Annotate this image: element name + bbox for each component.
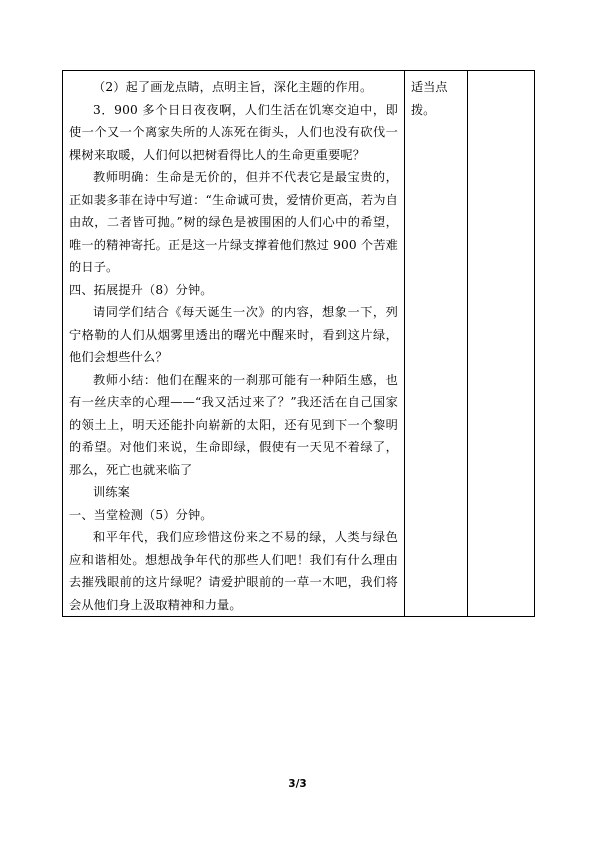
- page-number: 3/3: [288, 778, 307, 790]
- content-paragraph: 3．900 多个日日夜夜啊，人们生活在饥寒交迫中，即使一个又一个离家失所的人冻死在街头，人们也没有砍伐一棵树来取暖，人们何以把树看得比人的生命更重要呢？: [69, 102, 398, 162]
- content-paragraph: 和平年代，我们应珍惜这份来之不易的绿，人类与绿色应和谐相处。想想战争年代的那些人们吧！我们有什么理由去摧残眼前的这片绿呢？请爱护眼前的一草一木吧，我们将会从他们身上汲取精神和力量。: [69, 530, 398, 612]
- empty-cell: [468, 71, 535, 617]
- content-paragraph: 训练案: [93, 485, 131, 499]
- section-heading: 四、拓展提升（8）分钟。: [69, 282, 213, 297]
- teacher-note: 适当点拨。: [411, 80, 448, 117]
- lesson-content-cell: [63, 71, 405, 617]
- section-heading: 一、当堂检测（5）分钟。: [69, 507, 213, 522]
- teacher-note-cell: [405, 71, 468, 617]
- content-paragraph: 请同学们结合《每天诞生一次》的内容，想象一下，列宁格勒的人们从烟雾里透出的曙光中醒来时，看到这片绿，他们会想些什么？: [69, 305, 398, 364]
- lesson-content: [63, 71, 404, 616]
- content-paragraph: 教师小结：他们在醒来的一刹那可能有一种陌生感，也有一丝庆幸的心理——“我又活过来了？”我还活在自己国家的领土上，明天还能扑向崭新的太阳，还有见到下一个黎明的希望。对他们来说，生命即绿，假使有一天见不着绿了，那么，死亡也就来临了: [69, 372, 398, 477]
- content-paragraph: 教师明确：生命是无价的，但并不代表它是最宝贵的，正如裴多菲在诗中写道：“生命诚可贵，爱情价更高，若为自由故，二者皆可抛。”树的绿色是被围困的人们心中的希望，唯一的精神寄托。正是这一片绿支撑着他们熬过 900 个苦难的日子。: [69, 170, 398, 274]
- table-row: [63, 71, 535, 617]
- lesson-plan-table: [62, 70, 535, 617]
- content-paragraph: （2）起了画龙点睛，点明主旨，深化主题的作用。: [93, 80, 373, 94]
